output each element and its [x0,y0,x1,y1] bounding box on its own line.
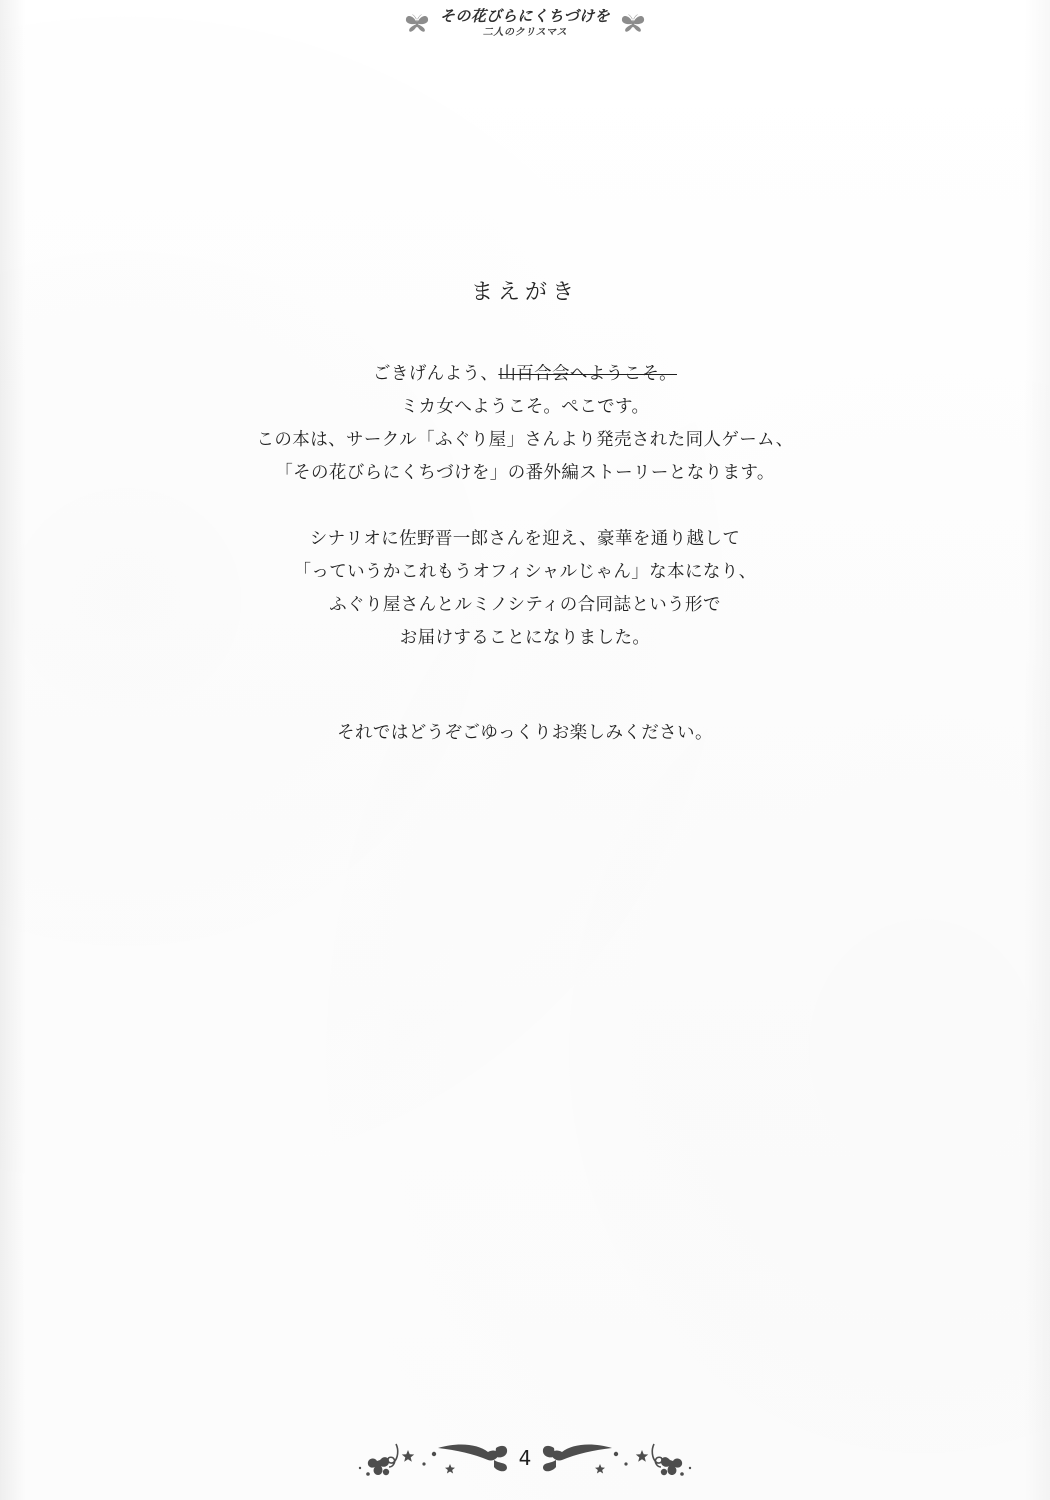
text-line: ふぐり屋さんとルミノシティの合同誌という形で [329,595,721,615]
ribbon-star-ornament-left-icon [338,1434,508,1482]
ribbon-star-ornament-right-icon [542,1434,712,1482]
text-line: お届けすることになりました。 [399,628,651,648]
line-text: ごきげんよう、 [373,364,499,384]
page-left-edge-shadow [0,0,26,1500]
page-footer [0,1434,1050,1482]
struck-text: 山百合会へようこそ。 [498,364,677,384]
page-header [0,8,1050,41]
header-titles [440,8,610,38]
book-title: その花びらにくちづけを [439,7,611,25]
text-line: この本は、サークル「ふぐり屋」さんより発売された同人ゲーム、 [256,430,794,450]
text-line: それではどうぞごゆっくりお楽しみください。 [337,723,713,743]
paragraph-1 [155,358,895,490]
book-subtitle: 二人のクリスマス [482,26,568,38]
text-line [155,358,895,391]
butterfly-ornament-right-icon [620,10,646,36]
paragraph-2 [155,523,895,655]
text-line: ミカ女へようこそ。ぺこです。 [400,397,650,417]
paragraph-3 [155,717,895,750]
text-line: 「その花びらにくちづけを」の番外編ストーリーとなります。 [275,463,775,483]
afterword-content [155,275,895,750]
text-line: 「っていうかこれもうオフィシャルじゃん」な本になり、 [293,562,757,582]
page-number: 4 [518,1446,532,1470]
butterfly-ornament-left-icon [404,10,430,36]
section-title: まえがき [470,280,579,305]
header-inner [404,8,646,38]
page-right-edge-shadow [1024,0,1050,1500]
text-line: シナリオに佐野晋一郎さんを迎え、豪華を通り越して [309,529,741,549]
